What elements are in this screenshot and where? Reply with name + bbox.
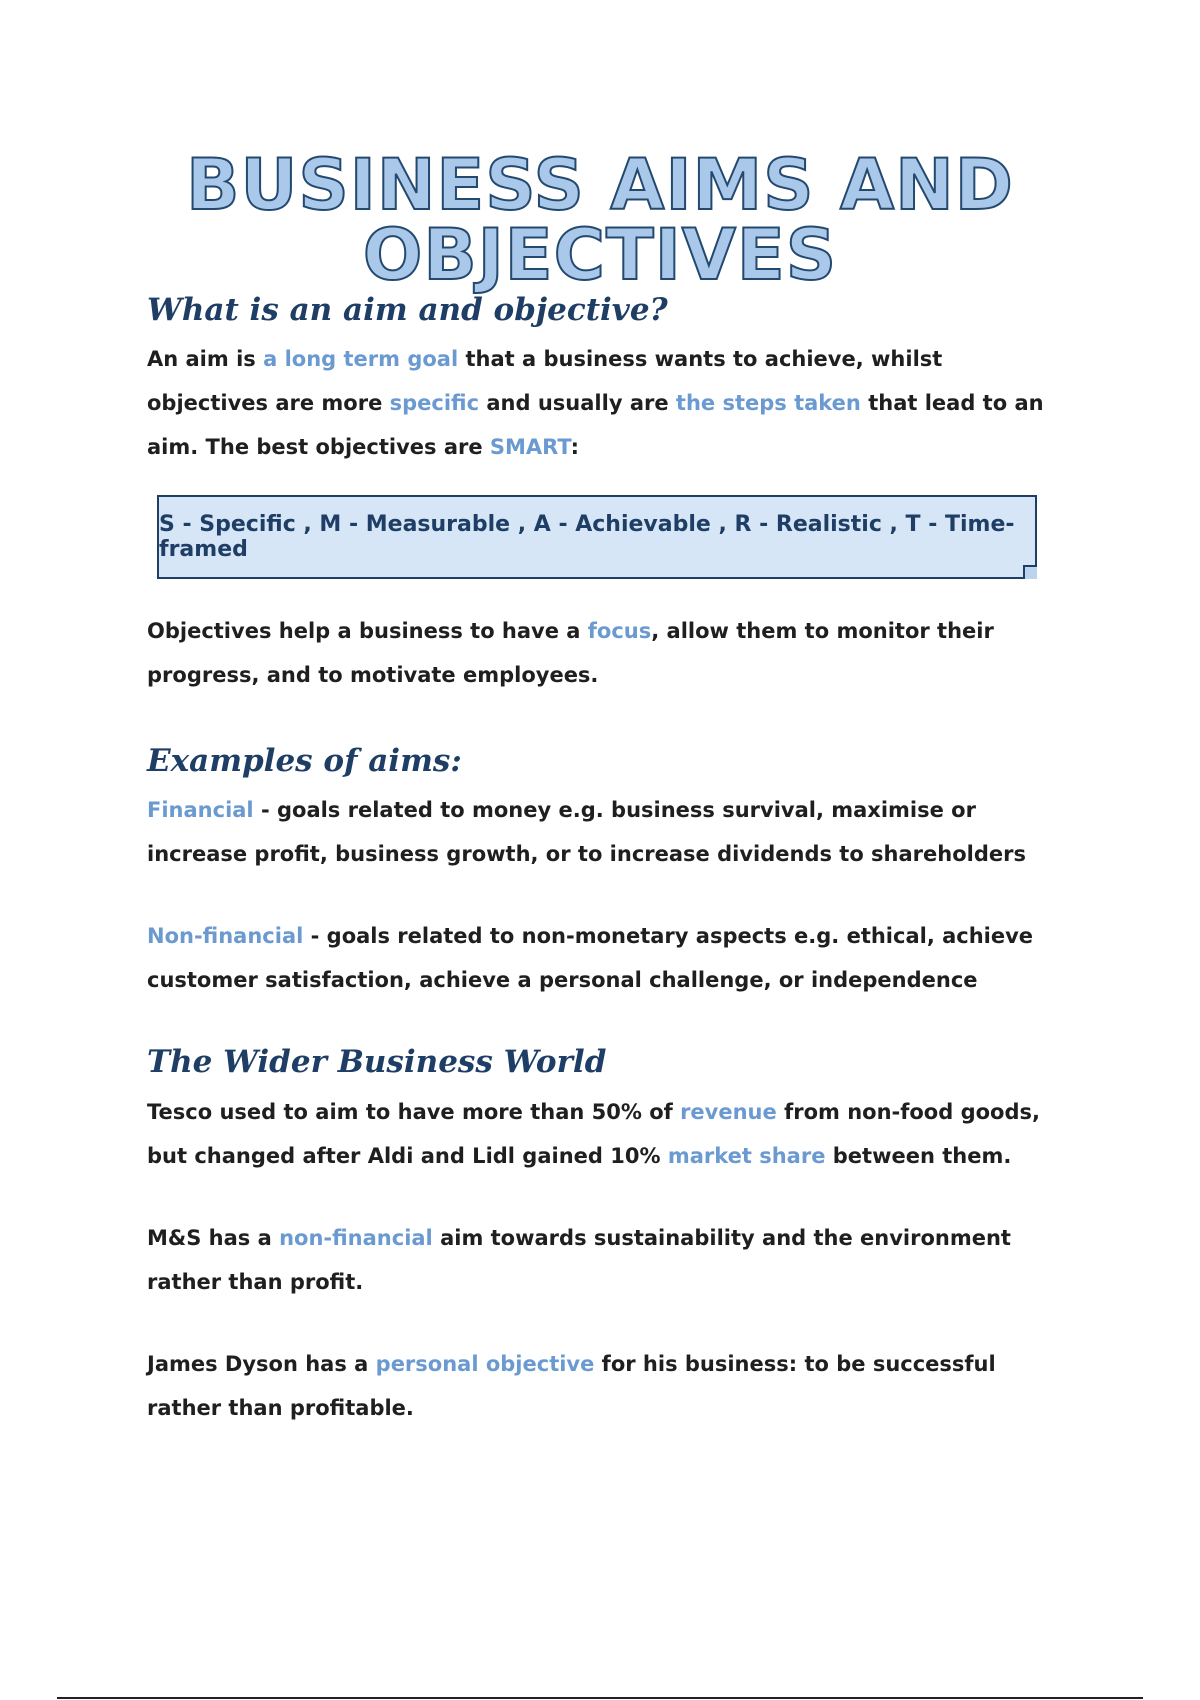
highlight-term: Financial <box>147 798 254 823</box>
text-span: An aim is <box>147 347 264 372</box>
definition-paragraph <box>147 337 1067 469</box>
text-span: : <box>570 435 579 460</box>
highlight-term: the steps taken <box>675 391 861 416</box>
text-span: and usually are <box>479 391 676 416</box>
non-financial-aim-paragraph <box>147 914 1067 1002</box>
text-span: that lead to an aim. The best objectives are <box>147 391 1044 460</box>
highlight-term: focus <box>587 619 652 644</box>
text-span: Tesco used to aim to have more than 50% of <box>147 1099 681 1124</box>
text-span: James Dyson has a <box>147 1351 376 1376</box>
highlight-term: market share <box>667 1143 826 1168</box>
financial-aim-paragraph <box>147 788 1067 876</box>
text-span: - goals related to money e.g. business survival, maximise or increase profit, business growth, or to increase dividends to shareholders <box>147 798 1026 867</box>
highlight-term: revenue <box>680 1099 777 1124</box>
notes-content <box>147 292 1067 1430</box>
highlight-term: non-financial <box>279 1225 433 1250</box>
text-span: , allow them to monitor their progress, and to motivate employees. <box>147 619 994 688</box>
section-heading-aims-objectives: What is an aim and objective? <box>147 292 668 328</box>
text-span: - goals related to non-monetary aspects e.g. ethical, achieve customer satisfaction, achieve a personal challenge, or independence <box>147 924 1034 993</box>
text-span: Objectives help a business to have a <box>147 619 588 644</box>
page-title: BUSINESS AIMS AND OBJECTIVES <box>186 144 1014 296</box>
folded-corner <box>1023 565 1037 579</box>
text-span: M&S has a <box>147 1225 280 1250</box>
text-span: for his business: to be successful rather than profitable. <box>147 1351 996 1420</box>
objectives-purpose-paragraph <box>147 609 1067 697</box>
smart-callout-box <box>157 495 1037 579</box>
ms-paragraph <box>147 1216 1067 1304</box>
text-span: between them. <box>825 1143 1012 1168</box>
dyson-paragraph <box>147 1342 1067 1430</box>
highlight-term: Non-financial <box>147 924 304 949</box>
footer-divider <box>57 1697 1143 1699</box>
smart-acronym-text: S - Specific , M - Measurable , A - Achievable , R - Realistic , T - Time-framed <box>159 512 1015 563</box>
highlight-term: SMART <box>489 435 571 460</box>
highlight-term: personal objective <box>375 1351 595 1376</box>
section-heading-wider-world: The Wider Business World <box>147 1044 607 1081</box>
section-heading-examples: Examples of aims: <box>147 743 462 780</box>
text-span: that a business wants to achieve, whilst objectives are more <box>147 347 943 416</box>
highlight-term: specific <box>389 391 480 416</box>
highlight-term: a long term goal <box>263 347 459 372</box>
text-span: aim towards sustainability and the environment rather than profit. <box>147 1225 1011 1294</box>
tesco-paragraph <box>147 1090 1067 1178</box>
text-span: from non-food goods, but changed after Aldi and Lidl gained 10% <box>147 1099 1040 1168</box>
